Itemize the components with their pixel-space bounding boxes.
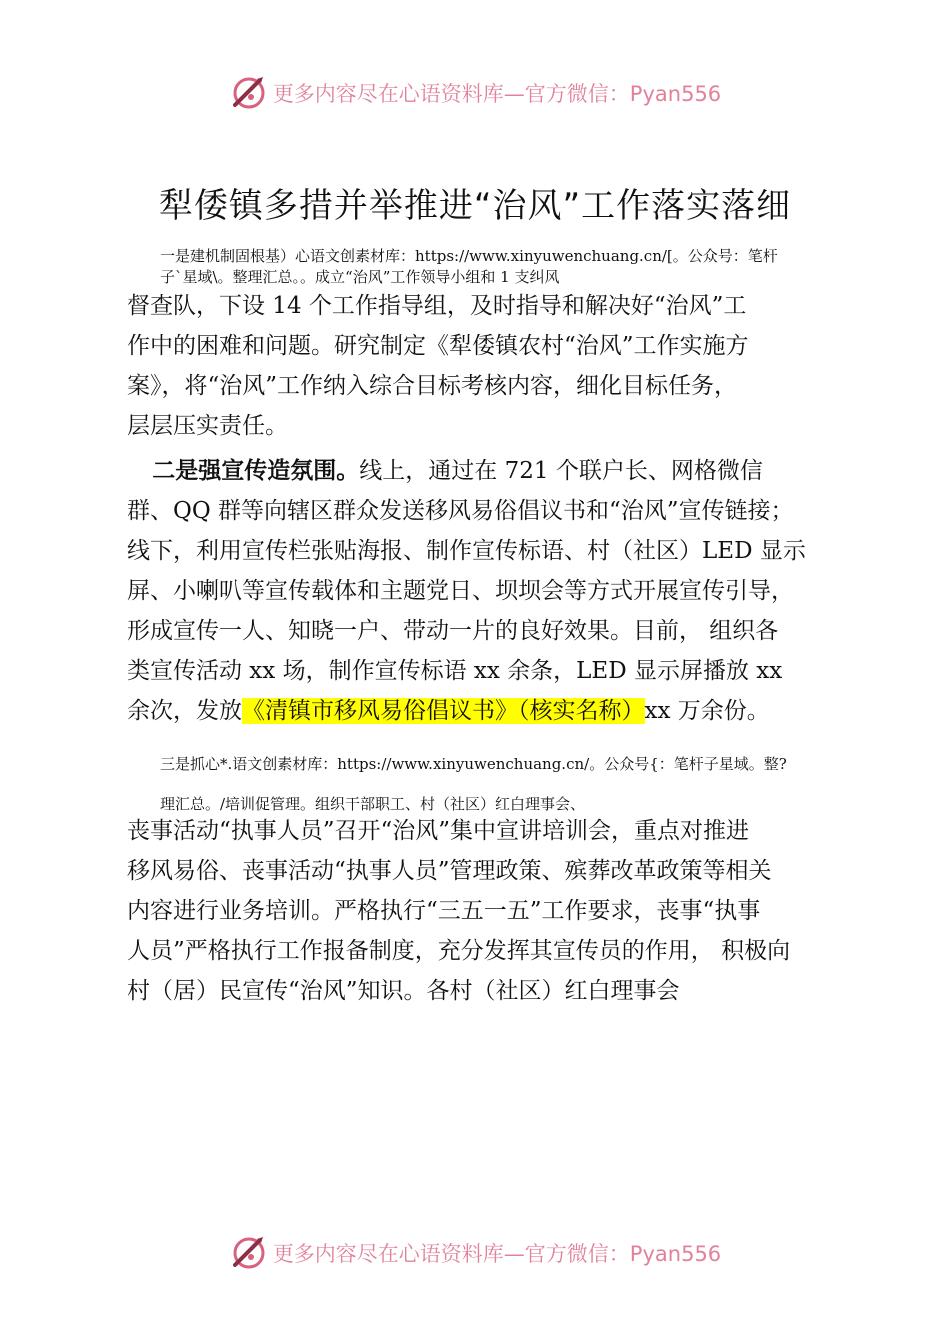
watermark-header	[0, 70, 950, 116]
text-line: 村（居）民宣传“治风”知识。各村（社区）红白理事会	[127, 978, 680, 1004]
text-line: 层层压实责任。	[127, 413, 288, 439]
text-line: 屏、小喇叭等宣传载体和主题党日、坝坝会等方式开展宣传引导，	[127, 578, 794, 604]
text-line: 案》，将“治风”工作纳入综合目标考核内容，细化目标任务，	[127, 373, 738, 399]
text-line: 作中的困难和问题。研究制定《犁倭镇农村“治风”工作实施方	[127, 333, 749, 359]
brush-pen-logo-icon	[229, 1233, 269, 1273]
watermark-text: 更多内容尽在心语资料库—官方微信：Pyan556	[272, 82, 722, 106]
text-line: 移风易俗、丧事活动“执事人员”管理政策、殡葬改革政策等相关	[127, 858, 772, 884]
note-line: 一是建机制固根基）心语文创素材库：https://www.xinyuwenchuang.cn/[。公众号：笔杆	[160, 247, 778, 265]
text-line	[127, 691, 867, 731]
text-line: 线下，利用宣传栏张贴海报、制作宣传标语、村（社区）LED 显示	[127, 538, 806, 564]
text-line	[127, 451, 867, 491]
document-title: 犁倭镇多措并举推进“治风”工作落实落细	[158, 186, 792, 226]
text-line: 内容进行业务培训。严格执行“三五一五”工作要求，丧事“执事	[127, 898, 761, 924]
text-line: 人员”严格执行工作报备制度，充分发挥其宣传员的作用， 积极向	[127, 938, 791, 964]
paragraph-3	[127, 811, 867, 1011]
text-line: 督查队，下设 14 个工作指导组，及时指导和解决好“治风”工	[127, 293, 747, 319]
text-span: 余次，发放	[127, 698, 242, 724]
highlighted-text: 《清镇市移风易俗倡议书》（核实名称）	[242, 698, 645, 724]
text-line: 丧事活动“执事人员”召开“治风”集中宣讲培训会，重点对推进	[127, 818, 750, 844]
note-line: 三是抓心*.语文创素材库：https://www.xinyuwenchuang.cn/。公众号{：笔杆子星域。整?	[160, 755, 787, 773]
section-heading: 二是强宣传造氛围。	[152, 458, 360, 484]
note-paragraph-1	[160, 246, 890, 288]
paragraph-2	[127, 451, 867, 731]
text-span: xx 万余份。	[644, 698, 770, 724]
text-line: 群、QQ 群等向辖区群众发送移风易俗倡议书和“治风”宣传链接；	[127, 498, 794, 524]
watermark-text: 更多内容尽在心语资料库—官方微信：Pyan556	[272, 1242, 722, 1266]
text-line: 形成宣传一人、知晓一户、带动一片的良好效果。目前， 组织各	[127, 618, 779, 644]
text-span: 线上，通过在 721 个联户长、网格微信	[359, 458, 763, 484]
text-line: 类宣传活动 xx 场，制作宣传标语 xx 余条，LED 显示屏播放 xx	[127, 658, 783, 684]
brush-pen-logo-icon	[229, 73, 269, 113]
watermark-footer	[0, 1230, 950, 1276]
note-line: 子`星域\。整理汇总。。成立“治风”工作领导小组和 1 支纠风	[160, 268, 560, 286]
note-line: 理汇总。/培训促管理。组织干部职工、村（社区）红白理事会、	[160, 795, 586, 813]
paragraph-1	[127, 286, 867, 446]
